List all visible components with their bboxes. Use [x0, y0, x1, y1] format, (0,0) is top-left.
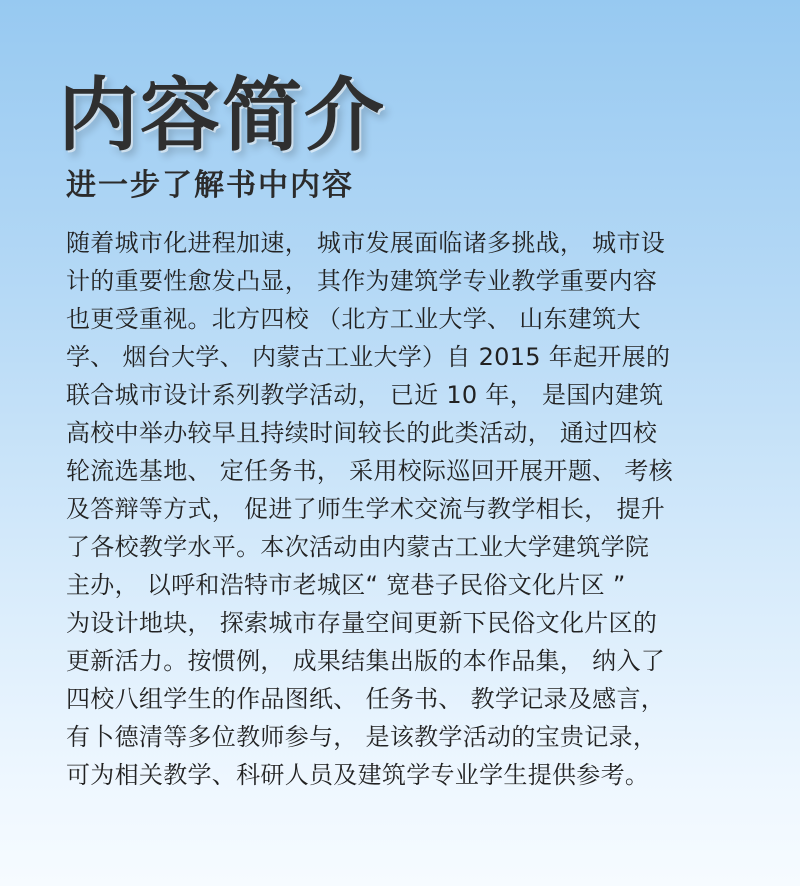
body-line: 随着城市化进程加速， 城市发展面临诸多挑战， 城市设 — [66, 229, 666, 257]
body-line: 高校中举办较早且持续时间较长的此类活动， 通过四校 — [66, 419, 658, 447]
body-line: 了各校教学水平。本次活动由内蒙古工业大学建筑学院 — [66, 533, 650, 561]
body-line: 学、 烟台大学、 内蒙古工业大学）自 2015 年起开展的 — [66, 343, 671, 371]
body-line: 有卜德清等多位教师参与， 是该教学活动的宝贵记录， — [66, 723, 658, 751]
body-line: 为设计地块， 探索城市存量空间更新下民俗文化片区的 — [66, 609, 658, 637]
body-text — [66, 224, 746, 794]
body-line: 可为相关教学、科研人员及建筑学专业学生提供参考。 — [66, 761, 650, 789]
body-line: 更新活力。按惯例， 成果结集出版的本作品集， 纳入了 — [66, 647, 666, 675]
body-line: 轮流选基地、 定任务书， 采用校际巡回开展开题、 考核 — [66, 457, 673, 485]
body-line: 也更受重视。北方四校 （北方工业大学、 山东建筑大 — [66, 305, 641, 333]
body-line: 联合城市设计系列教学活动， 已近 10 年， 是国内建筑 — [66, 381, 664, 409]
body-line: 计的重要性愈发凸显， 其作为建筑学专业教学重要内容 — [66, 267, 658, 295]
body-line: 及答辩等方式， 促进了师生学术交流与教学相长， 提升 — [66, 495, 666, 523]
page-title: 内容简介 — [58, 69, 386, 162]
body-line: 主办， 以呼和浩特市老城区“ 宽巷子民俗文化片区 ” — [66, 571, 626, 599]
body-line: 四校八组学生的作品图纸、 任务书、 教学记录及感言， — [66, 685, 666, 713]
page-subtitle: 进一步了解书中内容 — [66, 168, 354, 203]
